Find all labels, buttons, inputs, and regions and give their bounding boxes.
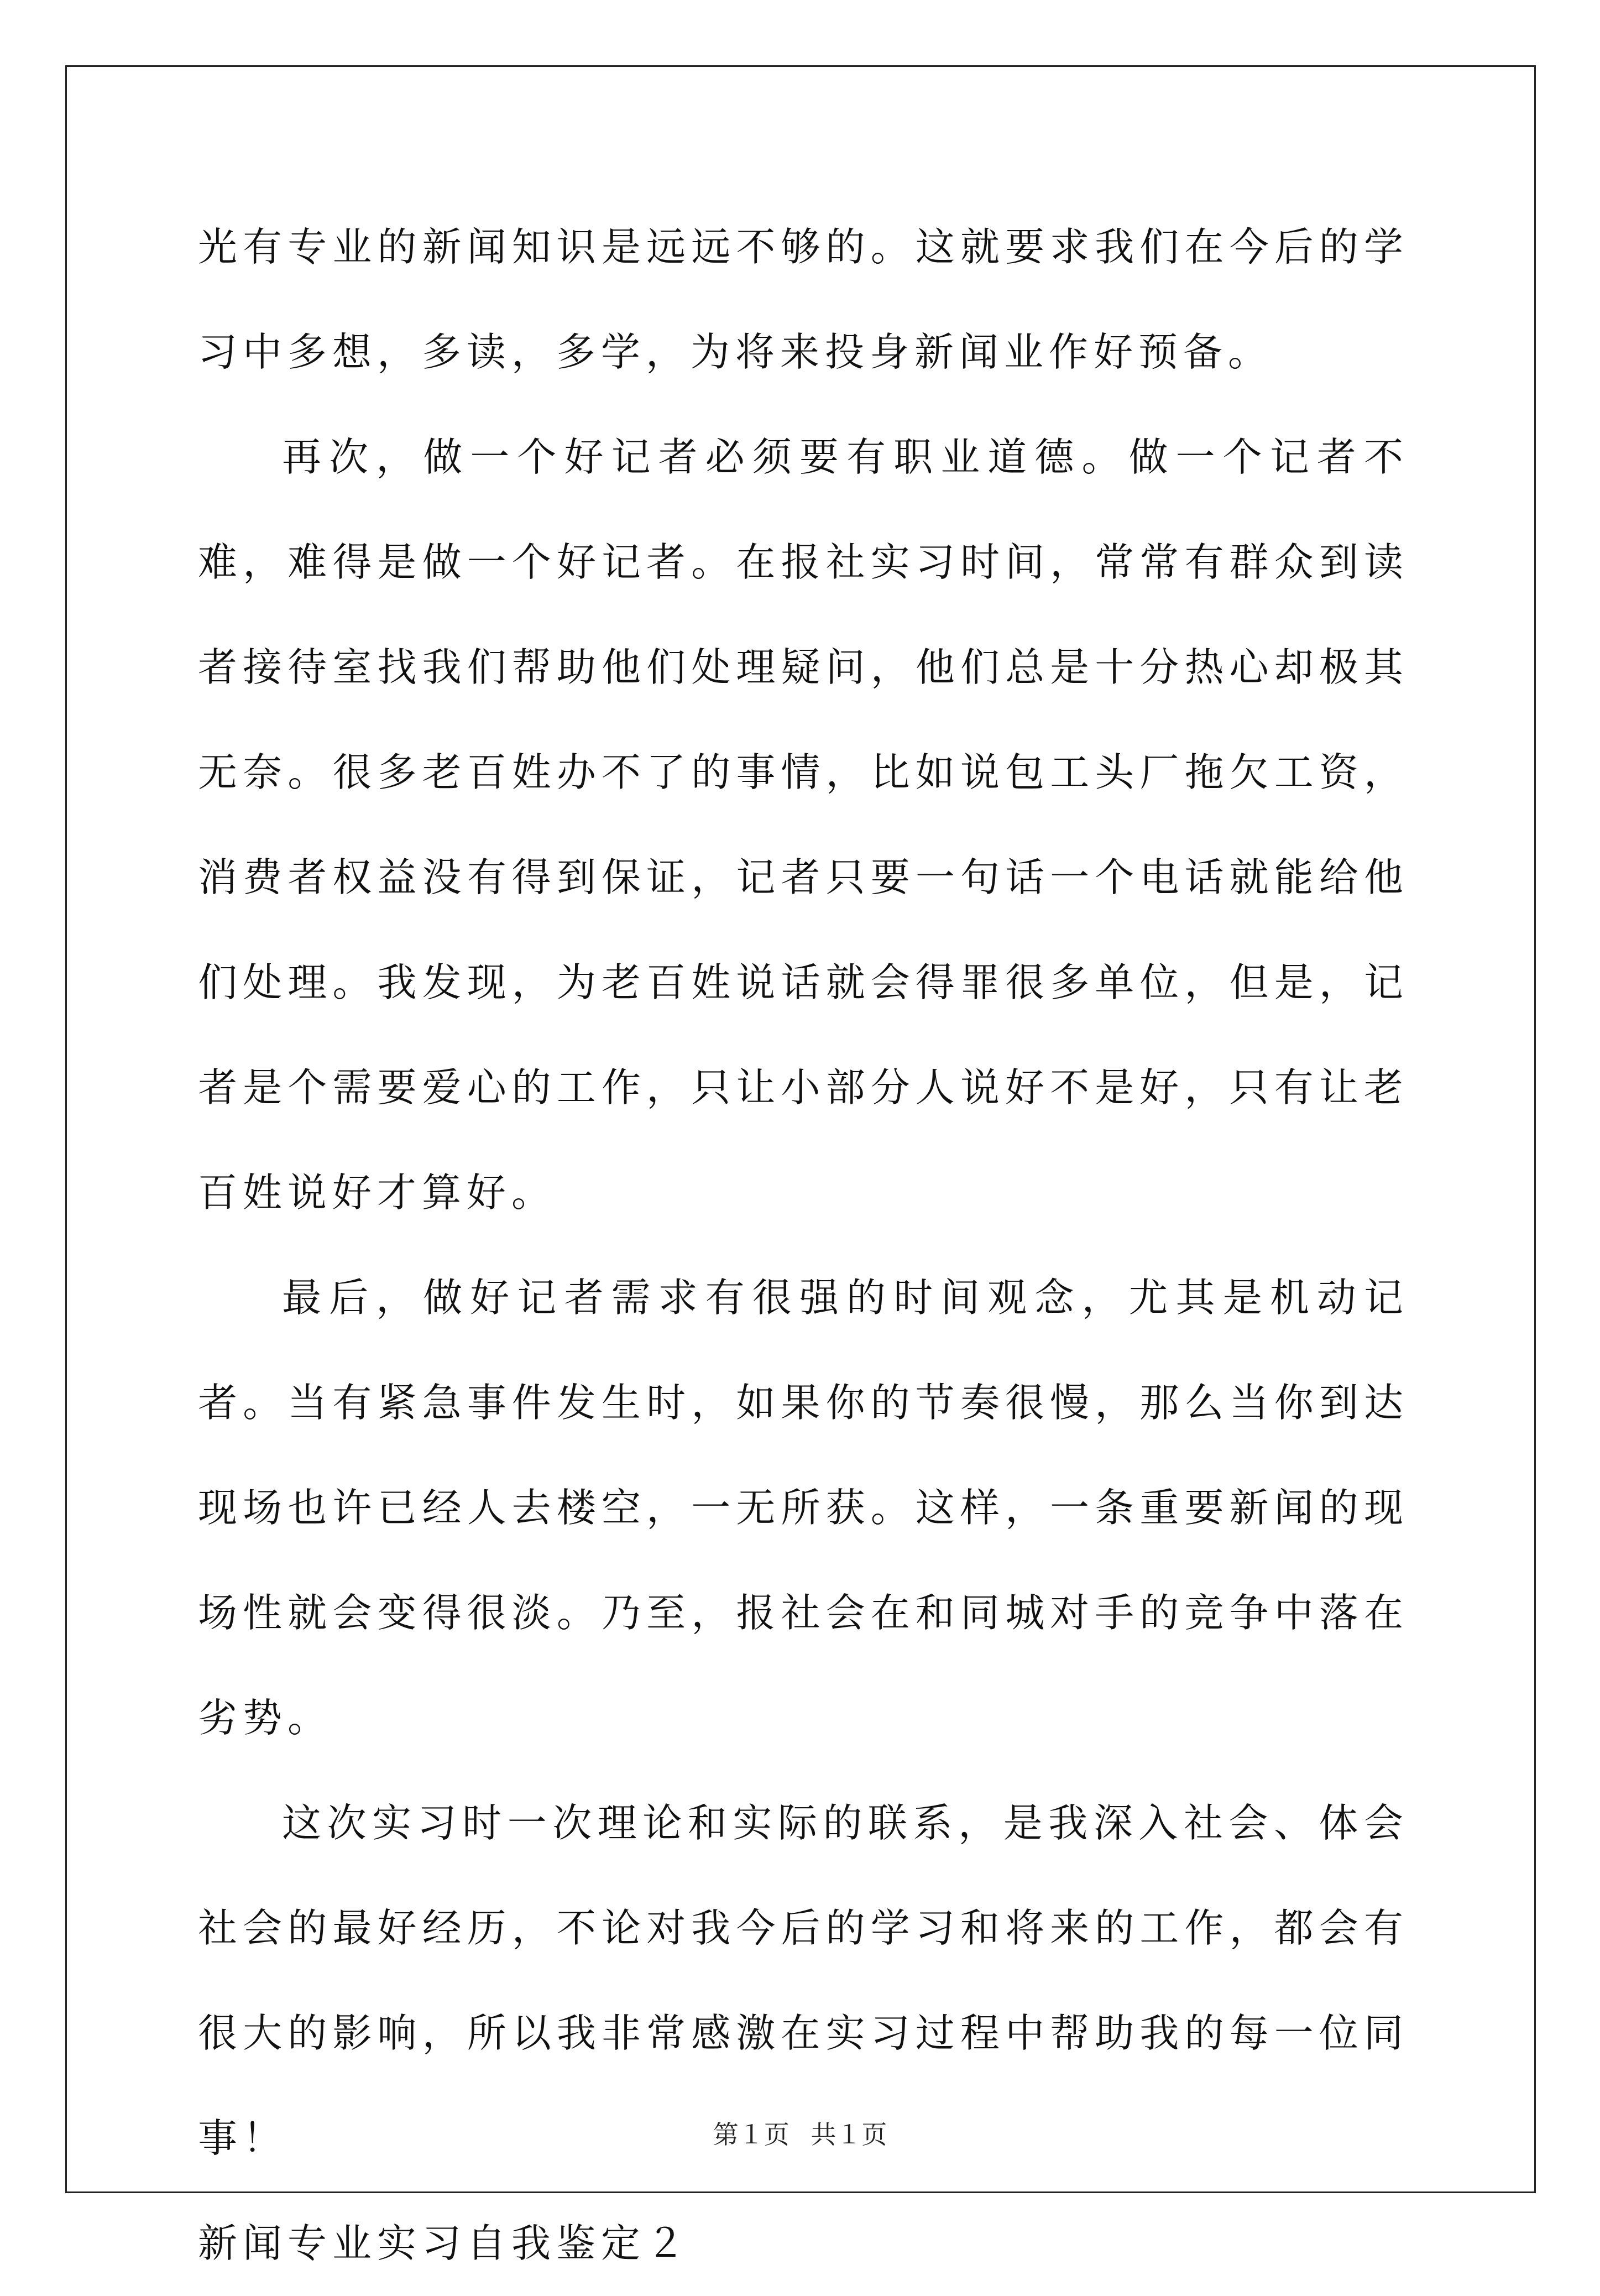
page-footer: [0, 2118, 1600, 2151]
paragraph-2: 再次，做一个好记者必须要有职业道德。做一个记者不难，难得是做一个好记者。在报社实习时间，常常有群众到读者接待室找我们帮助他们处理疑问，他们总是十分热心却极其无奈。很多老百姓办不了的事情，比如说包工头厂拖欠工资，消费者权益没有得到保证，记者只要一句话一个电话就能给他们处理。我发现，为老百姓说话就会得罪很多单位，但是，记者是个需要爱心的工作，只让小部分人说好不是好，只有让老百姓说好才算好。: [198, 434, 1409, 1215]
paragraph-4: 这次实习时一次理论和实际的联系，是我深入社会、体会社会的最好经历，不论对我今后的学习和将来的工作，都会有很大的影响，所以我非常感激在实习过程中帮助我的每一位同事！: [198, 1800, 1409, 2161]
paragraph-3: 最后，做好记者需求有很强的时间观念，尤其是机动记者。当有紧急事件发生时，如果你的节奏很慢，那么当你到达现场也许已经人去楼空，一无所获。这样，一条重要新闻的现场性就会变得很淡。乃至，报社会在和同城对手的竞争中落在劣势。: [198, 1275, 1409, 1741]
paragraph-1: 光有专业的新闻知识是远远不够的。这就要求我们在今后的学习中多想，多读，多学，为将来投身新闻业作好预备。: [198, 224, 1409, 375]
section-heading: 新闻专业实习自我鉴定２: [198, 2220, 691, 2266]
page-number: 第１页: [713, 2120, 789, 2149]
page-total: 共１页: [811, 2120, 887, 2149]
document-body: [198, 195, 1409, 2296]
